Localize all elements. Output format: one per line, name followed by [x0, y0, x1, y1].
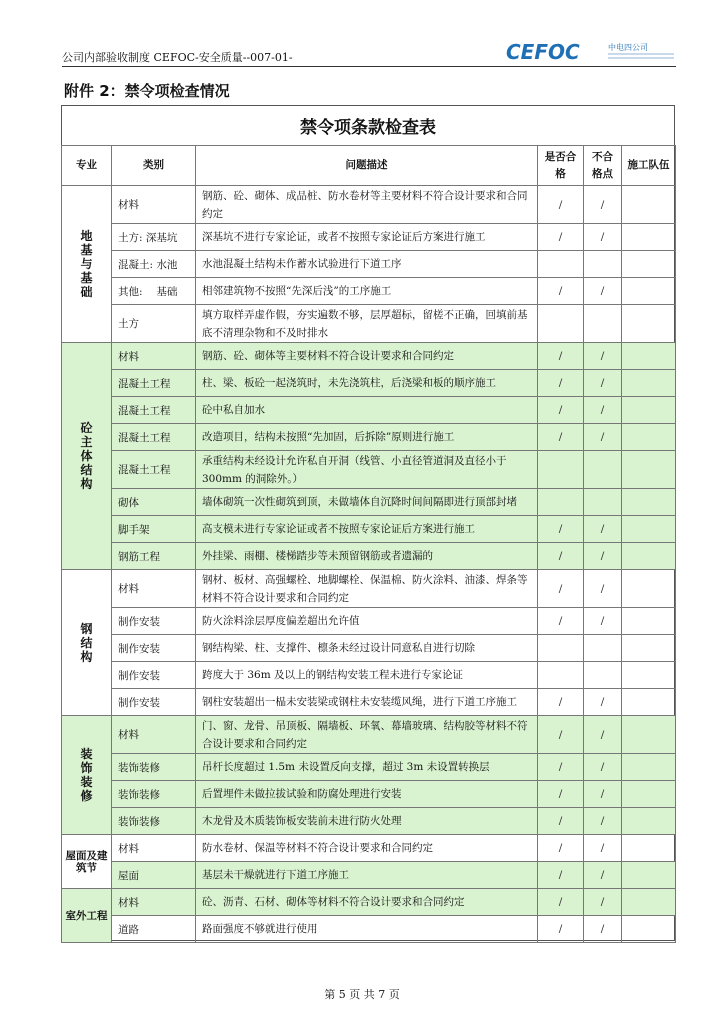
row-description: 后置埋件未做拉拔试验和防腐处理进行安装: [196, 781, 538, 808]
row-qualified: /: [538, 754, 584, 781]
row-category: 材料: [112, 716, 196, 754]
row-category: 制作安装: [112, 662, 196, 689]
row-unqualified: [584, 305, 622, 343]
row-description: 承重结构未经设计允许私自开洞（线管、小直径管道洞及直径小于300mm 的洞除外。）: [196, 451, 538, 489]
row-unqualified: /: [584, 397, 622, 424]
row-description: 填方取样弄虚作假，夯实遍数不够，层厚超标，留槎不正确，回填前基底不清理杂物和不及时排水: [196, 305, 538, 343]
logo-wordmark: CEFOC: [506, 40, 580, 64]
row-team: [622, 543, 676, 570]
row-team: [622, 251, 676, 278]
row-unqualified: /: [584, 186, 622, 224]
col-team: 施工队伍: [622, 146, 676, 186]
row-unqualified: /: [584, 916, 622, 943]
col-qualified: 是否合格: [538, 146, 584, 186]
row-description: 水池混凝土结构未作蓄水试验进行下道工序: [196, 251, 538, 278]
section-steel-structure: 钢结构: [62, 570, 112, 716]
row-unqualified: [584, 451, 622, 489]
row-qualified: /: [538, 424, 584, 451]
row-qualified: [538, 635, 584, 662]
row-category: 混凝土工程: [112, 397, 196, 424]
row-description: 钢结构梁、柱、支撑件、檩条未经过设计同意私自进行切除: [196, 635, 538, 662]
row-unqualified: /: [584, 343, 622, 370]
row-unqualified: /: [584, 424, 622, 451]
row-team: [622, 224, 676, 251]
row-category: 脚手架: [112, 516, 196, 543]
row-category: 混凝土工程: [112, 370, 196, 397]
col-unqualified: 不合格点: [584, 146, 622, 186]
section-outdoor: 室外工程: [62, 889, 112, 943]
row-qualified: /: [538, 543, 584, 570]
row-unqualified: [584, 635, 622, 662]
row-team: [622, 716, 676, 754]
row-category: 材料: [112, 570, 196, 608]
col-specialty: 专业: [62, 146, 112, 186]
row-unqualified: /: [584, 543, 622, 570]
attachment-heading: 附件 2：禁令项检查情况: [64, 82, 230, 100]
row-description: 钢材、板材、高强螺栓、地脚螺栓、保温棉、防火涂料、油漆、焊条等材料不符合设计要求和合同约定: [196, 570, 538, 608]
row-category: 混凝土工程: [112, 451, 196, 489]
row-category: 钢筋工程: [112, 543, 196, 570]
row-team: [622, 862, 676, 889]
row-description: 门、窗、龙骨、吊顶板、隔墙板、环氧、幕墙玻璃、结构胶等材料不符合设计要求和合同约定: [196, 716, 538, 754]
row-category: 材料: [112, 186, 196, 224]
row-qualified: [538, 451, 584, 489]
row-category: 装饰装修: [112, 754, 196, 781]
row-unqualified: /: [584, 689, 622, 716]
row-qualified: /: [538, 570, 584, 608]
section-concrete-structure: 砼主体结构: [62, 343, 112, 570]
row-description: 路面强度不够就进行使用: [196, 916, 538, 943]
row-category: 混凝土: 水池: [112, 251, 196, 278]
inspection-table: [61, 145, 676, 943]
cefoc-logo: [506, 40, 676, 64]
row-unqualified: /: [584, 781, 622, 808]
row-description: 跨度大于 36m 及以上的钢结构安装工程未进行专家论证: [196, 662, 538, 689]
row-team: [622, 305, 676, 343]
row-team: [622, 278, 676, 305]
row-category: 土方: [112, 305, 196, 343]
row-qualified: /: [538, 808, 584, 835]
row-category: 混凝土工程: [112, 424, 196, 451]
row-category: 制作安装: [112, 689, 196, 716]
row-team: [622, 451, 676, 489]
section-roofing: 屋面及建筑节: [62, 835, 112, 889]
row-category: 装饰装修: [112, 781, 196, 808]
row-qualified: /: [538, 516, 584, 543]
row-unqualified: [584, 251, 622, 278]
row-qualified: [538, 305, 584, 343]
row-description: 高支模未进行专家论证或者不按照专家论证后方案进行施工: [196, 516, 538, 543]
row-unqualified: /: [584, 370, 622, 397]
row-category: 屋面: [112, 862, 196, 889]
row-qualified: /: [538, 889, 584, 916]
row-description: 外挂梁、雨棚、楼梯踏步等未预留钢筋或者遗漏的: [196, 543, 538, 570]
row-category: 材料: [112, 343, 196, 370]
row-category: 土方: 深基坑: [112, 224, 196, 251]
row-team: [622, 889, 676, 916]
row-team: [622, 635, 676, 662]
row-category: 砌体: [112, 489, 196, 516]
row-qualified: /: [538, 343, 584, 370]
row-team: [622, 781, 676, 808]
row-qualified: /: [538, 370, 584, 397]
row-team: [622, 916, 676, 943]
header-doc-ref: 公司内部验收制度 CEFOC-安全质量--007-01-: [62, 51, 293, 64]
row-qualified: /: [538, 278, 584, 305]
row-category: 装饰装修: [112, 808, 196, 835]
row-unqualified: /: [584, 835, 622, 862]
section-decoration: 装饰装修: [62, 716, 112, 835]
row-qualified: /: [538, 916, 584, 943]
row-unqualified: /: [584, 862, 622, 889]
row-qualified: [538, 489, 584, 516]
logo-chinese: 中电四公司: [608, 43, 648, 52]
row-category: 材料: [112, 889, 196, 916]
row-team: [622, 835, 676, 862]
row-team: [622, 397, 676, 424]
row-unqualified: [584, 489, 622, 516]
row-qualified: [538, 662, 584, 689]
row-category: 道路: [112, 916, 196, 943]
section-foundation: 地基与基础: [62, 186, 112, 343]
row-description: 改造项目，结构未按照“先加固，后拆除”原则进行施工: [196, 424, 538, 451]
row-unqualified: [584, 662, 622, 689]
row-unqualified: /: [584, 716, 622, 754]
row-unqualified: /: [584, 516, 622, 543]
row-team: [622, 689, 676, 716]
row-qualified: /: [538, 862, 584, 889]
row-qualified: /: [538, 716, 584, 754]
row-team: [622, 516, 676, 543]
row-team: [622, 754, 676, 781]
row-description: 深基坑不进行专家论证，或者不按照专家论证后方案进行施工: [196, 224, 538, 251]
row-team: [622, 662, 676, 689]
row-unqualified: /: [584, 224, 622, 251]
row-qualified: /: [538, 397, 584, 424]
col-category: 类别: [112, 146, 196, 186]
row-description: 木龙骨及木质装饰板安装前未进行防火处理: [196, 808, 538, 835]
row-qualified: /: [538, 608, 584, 635]
row-description: 防火涂料涂层厚度偏差超出允许值: [196, 608, 538, 635]
row-category: 制作安装: [112, 635, 196, 662]
page-footer: 第 5 页 共 7 页: [324, 988, 400, 1001]
row-description: 墙体砌筑一次性砌筑到顶，未做墙体自沉降时间间隔即进行顶部封堵: [196, 489, 538, 516]
row-qualified: /: [538, 835, 584, 862]
row-description: 钢柱安装超出一榀未安装梁或钢柱未安装缆风绳，进行下道工序施工: [196, 689, 538, 716]
row-team: [622, 808, 676, 835]
header-rule: [62, 66, 676, 67]
row-description: 砼中私自加水: [196, 397, 538, 424]
row-team: [622, 343, 676, 370]
table-body: [62, 186, 676, 943]
row-team: [622, 608, 676, 635]
row-description: 基层未干燥就进行下道工序施工: [196, 862, 538, 889]
row-unqualified: /: [584, 608, 622, 635]
row-qualified: /: [538, 689, 584, 716]
row-team: [622, 370, 676, 397]
row-unqualified: /: [584, 754, 622, 781]
row-category: 材料: [112, 835, 196, 862]
row-description: 柱、梁、板砼一起浇筑时，未先浇筑柱，后浇梁和板的顺序施工: [196, 370, 538, 397]
row-description: 吊杆长度超过 1.5m 未设置反向支撑，超过 3m 未设置转换层: [196, 754, 538, 781]
row-description: 钢筋、砼、砌体、成品桩、防水卷材等主要材料不符合设计要求和合同约定: [196, 186, 538, 224]
table-title: 禁令项条款检查表: [300, 118, 436, 138]
row-team: [622, 424, 676, 451]
row-team: [622, 489, 676, 516]
row-team: [622, 186, 676, 224]
row-unqualified: /: [584, 278, 622, 305]
row-qualified: /: [538, 781, 584, 808]
row-unqualified: /: [584, 570, 622, 608]
row-category: 制作安装: [112, 608, 196, 635]
row-unqualified: /: [584, 808, 622, 835]
row-category: 其他: 基础: [112, 278, 196, 305]
row-description: 砼、沥青、石材、砌体等材料不符合设计要求和合同约定: [196, 889, 538, 916]
row-unqualified: /: [584, 889, 622, 916]
row-team: [622, 570, 676, 608]
row-qualified: /: [538, 224, 584, 251]
row-description: 钢筋、砼、砌体等主要材料不符合设计要求和合同约定: [196, 343, 538, 370]
row-description: 防水卷材、保温等材料不符合设计要求和合同约定: [196, 835, 538, 862]
col-description: 问题描述: [196, 146, 538, 186]
row-qualified: [538, 251, 584, 278]
row-description: 相邻建筑物不按照“先深后浅”的工序施工: [196, 278, 538, 305]
row-qualified: /: [538, 186, 584, 224]
